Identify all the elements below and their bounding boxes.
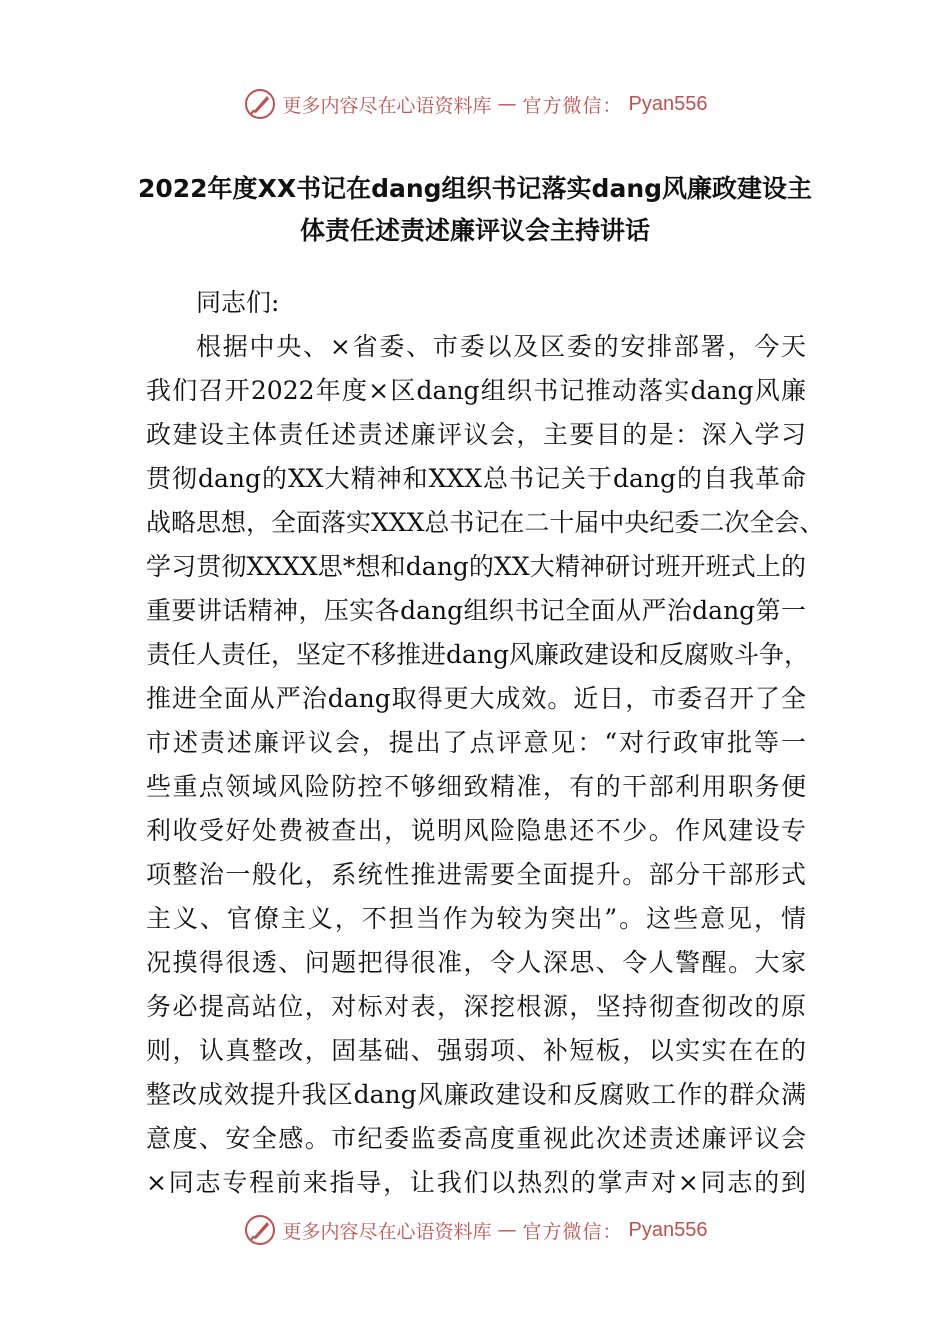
body-line: 战略思想，全面落实XXX总书记在二十届中央纪委二次全会、 [146, 508, 825, 537]
body-line: 况摸得很透、问题把得很准，令人深思、令人警醒。大家 [146, 948, 806, 977]
body-line: 整改成效提升我区dang风廉政建设和反腐败工作的群众满 [146, 1080, 806, 1109]
watermark-wechat-label: 官方微信： [522, 1220, 623, 1243]
watermark-dash: — [497, 1219, 517, 1241]
body-line: 学习贯彻XXXX思*想和dang的XX大精神研讨班开班式上的 [146, 552, 806, 581]
body-line: 则，认真整改，固基础、强弱项、补短板，以实实在在的 [146, 1036, 806, 1065]
watermark-text: 更多内容尽在心语资料库 [282, 1220, 492, 1243]
watermark-dash: — [497, 93, 517, 115]
quill-logo-icon [243, 1213, 277, 1247]
body-line: 推进全面从严治dang取得更大成效。近日，市委召开了全 [146, 684, 806, 713]
body-line: 政建设主体责任述责述廉评议会，主要目的是：深入学习 [146, 420, 806, 449]
body-line: 我们召开2022年度×区dang组织书记推动落实dang风廉 [146, 376, 806, 405]
body-line: 些重点领域风险防控不够细致精准，有的干部利用职务便 [146, 772, 806, 801]
body-line: 意度、安全感。市纪委监委高度重视此次述责述廉评议会 [146, 1124, 806, 1153]
body-line: 重要讲话精神，压实各dang组织书记全面从严治dang第一 [146, 596, 806, 625]
body-line: 务必提高站位，对标对表，深挖根源，坚持彻查彻改的原 [146, 992, 806, 1021]
document-title-line-1: 2022年度XX书记在dang组织书记落实dang风廉政建设主 [137, 174, 813, 203]
body-line: 市述责述廉评议会，提出了点评意见：“对行政审批等一 [146, 728, 806, 757]
body-line: 主义、官僚主义，不担当作为较为突出”。这些意见，情 [146, 904, 806, 933]
greeting: 同志们: [196, 288, 280, 317]
body-line: 利收受好处费被查出，说明风险隐患还不少。作风建设专 [146, 816, 806, 845]
watermark-text: 更多内容尽在心语资料库 [282, 94, 492, 117]
body-line: 贯彻dang的XX大精神和XXX总书记关于dang的自我革命 [146, 464, 806, 493]
document-title-line-2: 体责任述责述廉评议会主持讲话 [299, 216, 650, 245]
body-line: 项整治一般化，系统性推进需要全面提升。部分干部形式 [146, 860, 806, 889]
watermark-wechat-id: Pyan556 [628, 1218, 708, 1241]
watermark-footer [0, 1210, 950, 1250]
quill-logo-icon [243, 87, 277, 121]
body-line: 责任人责任，坚定不移推进dang风廉政建设和反腐败斗争， [146, 640, 810, 669]
body-line: 根据中央、×省委、市委以及区委的安排部署，今天 [196, 332, 806, 361]
watermark-wechat-label: 官方微信： [522, 94, 623, 117]
watermark-header [0, 84, 950, 124]
watermark-wechat-id: Pyan556 [628, 92, 708, 115]
body-line: ×同志专程前来指导，让我们以热烈的掌声对×同志的到 [146, 1168, 806, 1197]
